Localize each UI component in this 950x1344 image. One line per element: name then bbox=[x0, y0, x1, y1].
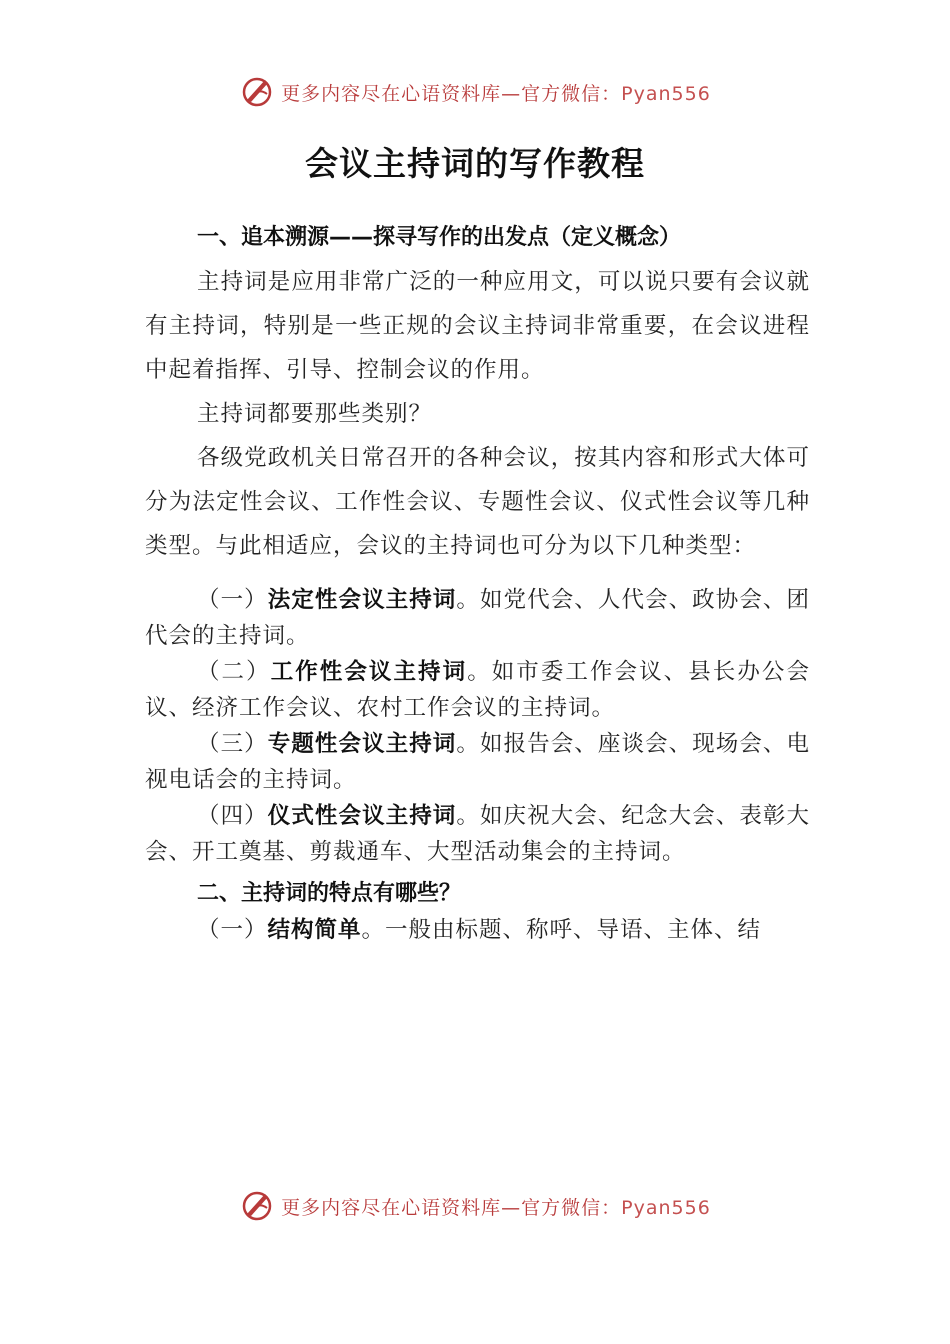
list-item-2: （二）工作性会议主持词。如市委工作会议、县长办公会议、经济工作会议、农村工作会议的主持词。 bbox=[145, 659, 810, 721]
section-heading-1: 一、追本溯源——探寻写作的出发点（定义概念） bbox=[197, 225, 682, 250]
paragraph-3: 各级党政机关日常召开的各种会议，按其内容和形式大体可分为法定性会议、工作性会议、专题性会议、仪式性会议等几种类型。与此相适应，会议的主持词也可分为以下几种类型： bbox=[145, 445, 810, 559]
document-body bbox=[145, 220, 810, 948]
header-watermark bbox=[0, 72, 950, 112]
logo-icon bbox=[239, 1188, 275, 1224]
section2-item-1: （一）结构简单。一般由标题、称呼、导语、主体、结 bbox=[197, 917, 762, 943]
banner-text: 更多内容尽在心语资料库—官方微信：Pyan556 bbox=[281, 82, 711, 105]
paragraph-2: 主持词都要那些类别？ bbox=[197, 401, 433, 427]
list-item-4: （四）仪式性会议主持词。如庆祝大会、纪念大会、表彰大会、开工奠基、剪裁通车、大型活动集会的主持词。 bbox=[145, 803, 810, 865]
list-item-3: （三）专题性会议主持词。如报告会、座谈会、现场会、电视电话会的主持词。 bbox=[145, 731, 810, 793]
list-item-1: （一）法定性会议主持词。如党代会、人代会、政协会、团代会的主持词。 bbox=[145, 587, 810, 649]
logo-icon bbox=[239, 74, 275, 110]
banner-text: 更多内容尽在心语资料库—官方微信：Pyan556 bbox=[281, 1196, 711, 1219]
paragraph-1: 主持词是应用非常广泛的一种应用文，可以说只要有会议就有主持词，特别是一些正规的会议主持词非常重要，在会议进程中起着指挥、引导、控制会议的作用。 bbox=[145, 269, 810, 383]
section-heading-2: 二、主持词的特点有哪些？ bbox=[197, 881, 462, 906]
footer-watermark bbox=[0, 1186, 950, 1226]
document-title: 会议主持词的写作教程 bbox=[305, 144, 645, 183]
